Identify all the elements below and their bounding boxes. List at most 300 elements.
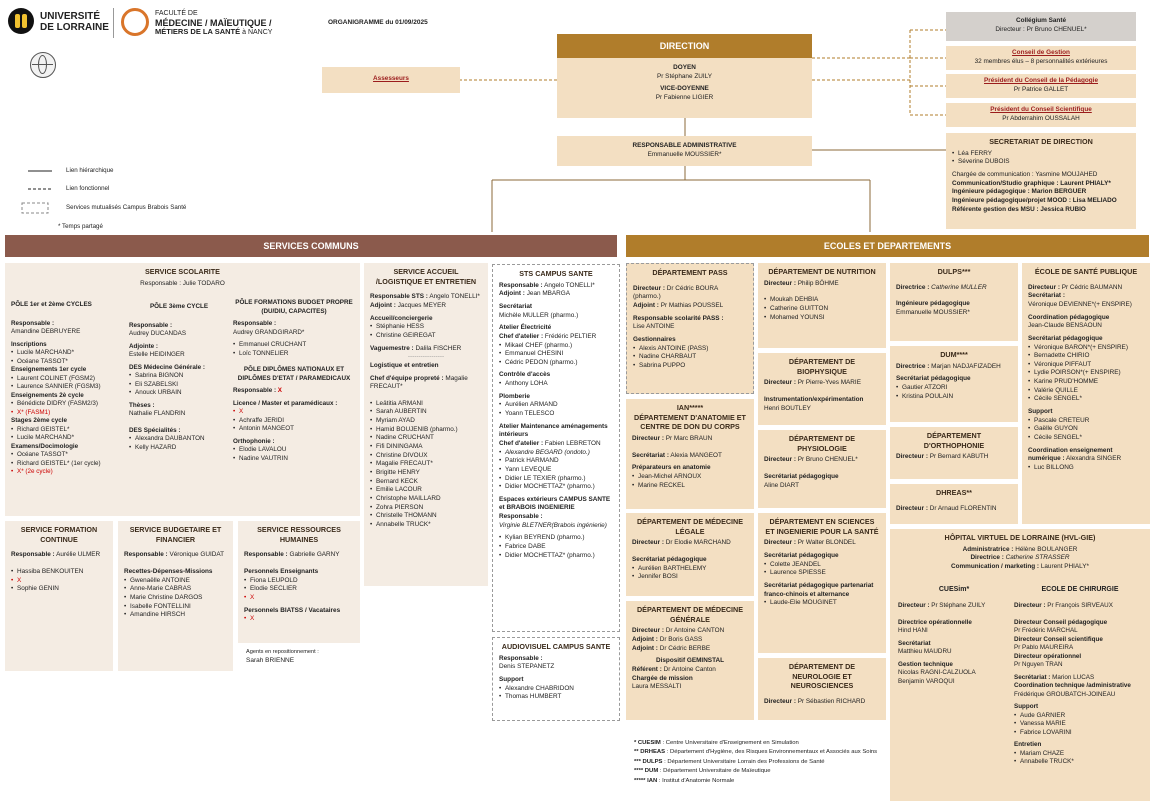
sts-maint-chef-name: Fabien LEBRETON (544, 439, 601, 447)
list-item: • Catherine GUITTON (764, 305, 880, 314)
list-item: • Gautier ATZORI (896, 384, 1012, 393)
list-item: • Christelle THOMANN (370, 512, 482, 521)
list-item: • Amandine HIRSCH (124, 611, 227, 620)
sts-title: STS CAMPUS SANTE (519, 269, 593, 278)
univ-name (40, 12, 110, 33)
doyen-name: Pr Stéphane ZUILY (657, 72, 712, 80)
list-item: • Sarah AUBERTIN (370, 408, 482, 417)
physio-secr-name: Aline DIART (764, 481, 800, 489)
audio-resp-name: Denis STEPANETZ (499, 663, 555, 671)
list-item: • Loïc TONNELIER (233, 350, 355, 359)
formation-resp-label: Responsable : (11, 551, 55, 559)
cuesim-op: Directrice opérationnelle (898, 618, 972, 626)
chir-coord: Coordination technique /administrative (1014, 682, 1131, 690)
sts-maint: Atelier Maintenance aménagements intérieurs (499, 422, 608, 439)
dum-box (890, 346, 1018, 422)
list-item: • Christophe MAILLARD (370, 495, 482, 504)
list-item: • Sabrina BIGNON (129, 372, 229, 381)
list-item: • Kelly HAZARD (129, 444, 229, 453)
pole1-resp-name: Amandine DEBRUYERE (11, 328, 81, 335)
footnote-value: : Institut d'Anatomie Normale (657, 777, 735, 784)
accueil-conc: Accueil/conciergerie (370, 314, 433, 322)
accueil-resp-label: Responsable STS : (370, 293, 428, 301)
pf-resp-label: Responsable : (233, 320, 277, 327)
list-item: • X (244, 594, 354, 603)
list-item: • Elodie LAVALOU (233, 446, 355, 455)
chir-sup: Support (1014, 703, 1039, 711)
formation-title: SERVICE FORMATION CONTINUE (20, 525, 98, 544)
list-item: • X (11, 577, 107, 586)
footnote-key: **** DUM (634, 768, 659, 775)
list-item: • X* (2e cycle) (11, 468, 121, 477)
footnote (634, 758, 884, 767)
list-item: • Sabrina PUPPO (633, 362, 747, 371)
neuro-dir-label: Directeur : (764, 698, 796, 706)
assesseurs-box[interactable] (322, 67, 460, 93)
list-item: Benjamin VAROQUI (898, 677, 955, 685)
vice-name: Pr Fabienne LIGIER (655, 93, 714, 101)
chir-op: Directeur opérationnel (1014, 652, 1082, 660)
chir-title: ECOLE DE CHIRURGIE (1041, 586, 1119, 593)
medgen-ref-label: Référent : (632, 666, 662, 673)
doyen-label: DOYEN (673, 64, 696, 71)
pass-adj-label: Adjoint : (633, 302, 659, 309)
esp-sup: Support (1028, 408, 1053, 416)
chir-secr-label: Secrétariat : (1014, 673, 1051, 681)
esp-num-name: Alexandra SINGER (1066, 455, 1122, 463)
accueil-adj-label: Adjoint : (370, 302, 396, 310)
accueil-chef-label: Chef d'équipe propreté : (370, 374, 444, 382)
sciinf-box (758, 513, 886, 653)
hvl-dir-label: Directrice : (970, 554, 1004, 562)
dum-dir-label: Directrice : (896, 362, 930, 370)
pass-dir-name: Dr Cédric BOURA (pharmo.) (633, 284, 718, 301)
medgen-adj1-label: Adjoint : (632, 636, 658, 644)
footnote-value: : Département Universitaire Lorrain des Professions de Santé (662, 758, 825, 765)
cuesim-dir-label: Directeur : (898, 602, 930, 610)
pd-resp-x: X (277, 387, 282, 394)
list-item: • Valérie QUILLE (1028, 387, 1144, 396)
pole3-adj-label: Adjointe : (129, 342, 159, 350)
sts-elec-chef-name: Frédéric PELTIER (544, 332, 597, 340)
rh-title: SERVICE RESSOURCES HUMAINES (257, 525, 341, 544)
esp-coord: Coordination pédagogique (1028, 313, 1110, 321)
ian-subtitle: DÉPARTEMENT D'ANATOMIE ET CENTRE DE DON DU CORPS (634, 412, 746, 432)
list-item: • Fifi DININGAMA (370, 443, 482, 452)
list-item: • Moukah DEHBIA (764, 296, 880, 305)
secr-line: Ingénieure pédagogique/projet MOOD : Lisa MELIADO (952, 196, 1117, 204)
nutri-dir-label: Directeur : (764, 279, 796, 287)
fac-line3b: à NANCY (242, 29, 273, 37)
neuro-title: DÉPARTEMENT DE NEUROLOGIE ET NEUROSCIENCES (788, 662, 856, 691)
accueil-box (364, 263, 488, 586)
esp-dir-label: Directeur : (1028, 283, 1060, 291)
sts-elec-chef: Chef d'atelier : (499, 332, 544, 340)
list-item: • Jean-Michel ARNOUX (632, 473, 748, 482)
medgen-adj2-name: Dr Cédric BERBE (659, 644, 711, 652)
list-item: • Fiona LEUPOLD (244, 577, 354, 586)
ortho-box (890, 427, 1018, 479)
list-item: • Fabrice DABE (499, 543, 613, 552)
list-item: • Marie Christine DARGOS (124, 594, 227, 603)
list-item: • Achraffe JERIDI (233, 417, 355, 426)
collegium-box (946, 12, 1136, 41)
dhreas-dir-name: Dr Arnaud FLORENTIN (929, 504, 997, 512)
budget-rdm: Recettes-Dépenses-Missions (124, 568, 213, 576)
dum-dir-name: Marjan NADJAFIZADEH (931, 362, 1001, 370)
dhreas-box (890, 484, 1018, 524)
pass-dir-label: Directeur : (633, 284, 665, 292)
secr-item: • Léa FERRY (952, 150, 1130, 159)
globe-icon[interactable] (30, 52, 56, 78)
rh-box (238, 521, 360, 643)
biophy-dir-name: Pr Pierre-Yves MARIE (797, 379, 861, 387)
list-item: • Eli SZABELSKI (129, 381, 229, 390)
ian-dir-name: Pr Marc BRAUN (665, 435, 713, 443)
esp-title: ÉCOLE DE SANTÉ PUBLIQUE (1034, 267, 1138, 276)
list-item: • Christine DIVOUX (370, 452, 482, 461)
ortho-dir-label: Directeur : (896, 453, 928, 461)
footnote (634, 739, 884, 748)
neuro-box (758, 658, 886, 720)
biophy-title: DÉPARTEMENT DE BIOPHYSIQUE (788, 357, 856, 376)
list-item: • Laurent COLINET (FGSM2) (11, 375, 121, 384)
pole3-theses: Thèses : (129, 401, 155, 409)
list-item: • Anthony LOHA (499, 380, 613, 389)
accueil-adj-name: Jacques MEYER (397, 302, 447, 310)
dum-title: DUM**** (940, 350, 968, 359)
list-item: • Alexis ANTOINE (PASS) (633, 345, 747, 354)
accueil-separator: ----------------- (407, 353, 445, 361)
footnote (634, 748, 884, 757)
ortho-title: DÉPARTEMENT D'ORTHOPHONIE (923, 431, 985, 450)
ian-dir-label: Directeur : (632, 435, 664, 443)
list-item: • Fabrice LOVARINI (1014, 729, 1146, 738)
pd-resp-label: Responsable : (233, 387, 277, 394)
sts-esp-resp-name: Virginie BLETNER(Brabois ingénierie) (499, 521, 607, 529)
pole-diplomes-title: PÔLE DIPLÔMES NATIONAUX ET DIPLÔMES D'ETAT / PARAMEDICAUX (237, 366, 351, 382)
list-item: • Colette JEANDEL (764, 561, 880, 570)
univ-line2: DE LORRAINE (40, 21, 109, 33)
conseil-sub: 32 membres élus – 8 personnalités extérieures (974, 57, 1108, 65)
list-item: • Emilie LACOUR (370, 486, 482, 495)
resp-admin-box (557, 136, 812, 166)
list-item: • Alexandra DAUBANTON (129, 435, 229, 444)
list-item: • Hassiba BENKOUITEN (11, 568, 107, 577)
list-item: • Lydie POIRSON*(+ ENSPIRE) (1028, 369, 1144, 378)
list-item: • Kristina POULAIN (896, 393, 1012, 402)
medgen-charg: Chargée de mission (632, 674, 693, 682)
sts-esp: Espaces extérieurs CAMPUS SANTE et BRABOIS INGENIERIE (499, 495, 611, 512)
dulps-title: DULPS*** (937, 267, 971, 276)
chir-cp-name: Pr Frédéric MARCHAL (1014, 627, 1078, 635)
neuro-dir-name: Pr Sébastien RICHARD (797, 698, 866, 706)
pole1-title: PÔLE 1er et 2ème CYCLES (11, 301, 92, 308)
sts-secr: Secrétariat (499, 303, 533, 310)
hvl-admin-label: Administratrice : (962, 545, 1014, 553)
list-item: • Luc BILLONG (1028, 464, 1144, 473)
hvl-title: HÔPITAL VIRTUEL DE LORRAINE (HVL-GIE) (944, 533, 1096, 542)
list-item: • Kylian BEYREND (pharmo.) (499, 534, 613, 543)
budget-title: SERVICE BUDGETAIRE ET FINANCIER (129, 525, 222, 544)
chir-op-name: Pr Nguyen TRAN (1014, 661, 1063, 669)
list-item: • Nadine VAUTRIN (233, 455, 355, 464)
sts-resp-label: Responsable : (499, 281, 543, 289)
esp-box (1022, 263, 1150, 524)
pole3-title: PÔLE 3ème CYCLE (149, 303, 209, 310)
list-item: • Yann LEVEQUE (499, 466, 613, 475)
sciinf-dir-label: Directeur : (764, 539, 796, 547)
page-title: ORGANIGRAMME du 01/09/2025 (328, 19, 428, 26)
list-item: • Vanessa MARIE (1014, 720, 1146, 729)
physio-title: DÉPARTEMENT DE PHYSIOLOGIE (788, 434, 856, 453)
list-item: • Alexandre BEGARD (ondoto.) (499, 449, 613, 458)
pass-resp-label: Responsable scolarité PASS : (633, 314, 724, 322)
sts-plomb: Plomberie (499, 392, 530, 400)
pole3-adj-name: Estelle HEIDINGER (129, 351, 185, 358)
list-item: • Karine PRUD'HOMME (1028, 378, 1144, 387)
esp-coord-name: Jean-Claude BENSAOUN (1028, 322, 1102, 330)
list-item: • Myriam AYAD (370, 417, 482, 426)
pole3-resp-name: Audrey DUCANDAS (129, 330, 187, 337)
ortho-dir-name: Pr Bernard KABUTH (929, 453, 989, 461)
list-item: • Elodie SECLIER (244, 585, 354, 594)
footnote-value: : Département Universitaire de Maïeutique (658, 768, 771, 775)
medleg-box (626, 513, 754, 596)
list-item: • Didier LE TEXIER (pharmo.) (499, 475, 613, 484)
list-item: • Didier MOCHETTAZ* (pharmo.) (499, 552, 613, 561)
cuesim-title: CUESim* (938, 586, 970, 593)
services-communs-header: SERVICES COMMUNS (5, 235, 617, 257)
dum-secr: Secrétariat pédagogique (896, 375, 971, 383)
pole1-exam: Examens/Docimologie (11, 442, 79, 450)
list-item: • Aurélien ARMAND (499, 401, 613, 410)
chir-coord-name: Frédérique GROUBATCH-JOINEAU (1014, 690, 1116, 698)
fac-line2: MÉDECINE / MAÏEUTIQUE / (155, 18, 272, 29)
dulps-dir-name: Catherine MULLER (931, 283, 987, 291)
sts-acc: Contrôle d'accès (499, 371, 551, 379)
cuesim-secr: Secrétariat (898, 639, 931, 647)
sts-adj-label: Adjoint : (499, 290, 525, 298)
secr-title: SECRETARIAT DE DIRECTION (989, 137, 1093, 146)
list-item: • Richard GEISTEL* (11, 426, 121, 435)
peda-name: Pr Patrice GALLET (1013, 85, 1069, 93)
chir-ent: Entretien (1014, 741, 1042, 749)
list-item: • Marine RECKEL (632, 482, 748, 491)
cuesim-op-name: Hind HANI (898, 627, 928, 635)
list-item: • Hamid BOUJENIB (pharmo.) (370, 426, 482, 435)
list-item: • Gwenaëlle ANTOINE (124, 577, 227, 586)
formation-resp-name: Aurélie ULMER (56, 551, 101, 559)
list-item: • Laude-Elie MOUGINET (764, 599, 880, 608)
list-item: • Didier MOCHETTAZ* (pharmo.) (499, 483, 613, 492)
medgen-dir-name: Dr Antoine CANTON (665, 627, 725, 635)
cuesim-dir-name: Pr Stéphane ZUILY (931, 602, 986, 610)
ecoles-header: ECOLES ET DEPARTEMENTS (626, 235, 1149, 257)
pole3-spe: DES Spécialités : (129, 426, 181, 434)
list-item: • Thomas HUMBERT (499, 693, 613, 702)
pass-box (626, 263, 754, 394)
list-item: • Aude GARNIER (1014, 712, 1146, 721)
audio-title: AUDIOVISUEL CAMPUS SANTE (501, 642, 611, 651)
list-item: • Alexandre CHABRIDON (499, 685, 613, 694)
chir-dir-label: Directeur : (1014, 602, 1046, 610)
resp-admin-name: Emmanuelle MOUSSIER* (647, 150, 722, 158)
medgen-disp: Dispositif GEMINSTAL (655, 657, 725, 665)
biophy-dir-label: Directeur : (764, 379, 796, 387)
ian-secr-label: Secrétariat : (632, 451, 669, 459)
budget-resp-label: Responsable : (124, 551, 168, 559)
esp-secr-name: Véronique DEVIENNE*(+ ENSPIRE) (1028, 301, 1132, 308)
pole-formations-title: PÔLE FORMATIONS BUDGET PROPRE (DU/DIU, CAPACITES) (235, 299, 353, 315)
medgen-title: DÉPARTEMENT DE MÉDECINE GÉNÉRALE (636, 605, 744, 624)
dhreas-title: DHREAS** (936, 488, 972, 497)
collegium-title: Collégium Santé (1015, 17, 1067, 24)
list-item: • X* (FASM1) (11, 409, 121, 418)
accueil-log: Logistique et entretien (370, 361, 439, 369)
footnotes (634, 739, 884, 786)
list-item: • Antonin MANGEOT (233, 425, 355, 434)
sci-box[interactable] (946, 103, 1136, 127)
medgen-dir-label: Directeur : (632, 627, 664, 635)
biophy-inst-name: Henri BOUTLEY (764, 404, 811, 412)
pole1-inscriptions: Inscriptions (11, 340, 47, 348)
sts-adj-name: Jean MBARGA (526, 290, 571, 298)
sciinf-title: DÉPARTEMENT EN SCIENCES ET INGENIERIE POUR LA SANTÉ (765, 517, 879, 536)
dulps-box (890, 263, 1018, 341)
accueil-chef-name: Magalie FRECAUT* (370, 374, 468, 391)
rh-biatss: Personnels BIATSS / Vacataires (244, 606, 341, 614)
footnote-value: : Département d'Hygiène, des Risques Environnementaux et Associés aux Soins (665, 749, 878, 756)
list-item: • Emmanuel CRUCHANT (233, 341, 355, 350)
sciinf-secr: Secrétariat pédagogique (764, 552, 839, 560)
footnote (634, 777, 884, 786)
list-item: • Emmanuel CHESINI (499, 350, 613, 359)
chir-cs: Directeur Conseil scientifique (1014, 635, 1103, 643)
pole1-ens2: Enseignements 2è cycle (11, 391, 84, 399)
sts-maint-chef: Chef d'atelier : (499, 439, 544, 447)
rh-resp-label: Responsable : (244, 551, 288, 559)
collegium-dir: Directeur : Pr Bruno CHENUEL* (995, 25, 1087, 33)
audio-sup: Support (499, 676, 524, 683)
conseil-link[interactable]: Conseil de Gestion (1012, 49, 1070, 56)
fac-line1: FACULTÉ DE (155, 10, 198, 17)
biophy-box (758, 353, 886, 425)
chir-cs-name: Pr Pablo MAUREIRA (1014, 644, 1074, 652)
direction-box (557, 58, 812, 118)
pole3-theses-name: Nathalie FLANDRIN (129, 410, 186, 417)
sci-link[interactable]: Président du Conseil Scientifique (990, 106, 1092, 113)
pass-gest: Gestionnaires (633, 335, 676, 343)
list-item: • Magalie FRECAUT* (370, 460, 482, 469)
hvl-comm-label: Communication / marketing : (950, 563, 1040, 570)
univ-line1: UNIVERSITÉ (40, 11, 101, 22)
budget-box (118, 521, 233, 671)
list-item: • Lucile MARCHAND* (11, 349, 121, 358)
ian-box (626, 399, 754, 509)
peda-link[interactable]: Président du Conseil de la Pédagogie (984, 77, 1098, 84)
faculty-name (155, 10, 305, 37)
medleg-title: DÉPARTEMENT DE MÉDECINE LÉGALE (636, 517, 744, 536)
list-item: • Richard GEISTEL* (1er cycle) (11, 460, 121, 469)
list-item: • Nadine CHARBAUT (633, 353, 747, 362)
list-item: • Zohra PIERSON (370, 504, 482, 513)
list-item: • Patrick HARMAND (499, 457, 613, 466)
list-item: • Mohamed YOUNSI (764, 314, 880, 323)
univ-logo-icon (8, 8, 34, 34)
pass-resp-name: Lise ANTOINE (633, 323, 675, 331)
cuesim-secr-name: Matthieu MAUDRU (898, 648, 952, 656)
rh-agents (246, 648, 319, 666)
medgen-adj1-name: Dr Boris GASS (659, 636, 703, 644)
ian-secr-name: Alexia MANGEOT (670, 451, 722, 459)
accueil-vag-name: Dalila FISCHER (415, 344, 462, 352)
list-item: • Annabelle TRUCK* (370, 521, 482, 530)
list-item: • Jennifer BOSI (632, 573, 748, 582)
list-item: • Annabelle TRUCK* (1014, 758, 1146, 767)
pole3-resp-label: Responsable : (129, 321, 173, 329)
list-item: Nicolas RAGNI-CALZUOLA (898, 669, 976, 677)
accueil-resp-name: Angelo TONELLI* (429, 293, 480, 301)
vice-label: VICE-DOYENNE (660, 85, 709, 93)
conseil-box[interactable] (946, 46, 1136, 70)
audio-resp-label: Responsable : (499, 654, 543, 662)
legend-func: Lien fonctionnel (66, 185, 110, 192)
list-item: • Anouck URBAIN (129, 389, 229, 398)
esp-secr: Secrétariat : (1028, 292, 1065, 300)
list-item: • Anne-Marie CABRAS (124, 585, 227, 594)
medgen-charg-name: Laura MESSALTI (632, 683, 682, 691)
cuesim-gest: Gestion technique (898, 660, 953, 668)
pd-ortho: Orthophonie : (233, 437, 275, 445)
pole3-des: DES Médecine Générale : (129, 363, 205, 371)
list-item: • Océane TASSOT* (11, 451, 121, 460)
peda-box[interactable] (946, 74, 1136, 98)
chir-secr-name: Marion LUCAS (1052, 673, 1095, 681)
pass-title: DÉPARTEMENT PASS (652, 268, 728, 277)
sts-secr-name: Michèle MULLER (pharmo.) (499, 311, 579, 319)
esp-dir-name: Pr Cédric BAUMANN (1061, 283, 1123, 291)
sciinf-secr2: Secrétariat pédagogique partenariat franco-chinois et alternance (764, 582, 874, 598)
footnote-key: * CUESIM (634, 740, 661, 746)
list-item: • Mariam CHAZE (1014, 750, 1146, 759)
list-item: • Stéphanie HESS (370, 323, 482, 332)
assesseurs-link[interactable]: Assesseurs (373, 75, 409, 82)
medleg-dir-name: Dr Elodie MARCHAND (665, 539, 731, 547)
rh-ens: Personnels Enseignants (244, 568, 319, 576)
legend-partiel: * Temps partagé (58, 223, 103, 230)
list-item: • Gaëlle GUYON (1028, 425, 1144, 434)
list-item: • Véronique PIFFAUT (1028, 361, 1144, 370)
list-item: • Véronique BARON*(+ ENSPIRE) (1028, 344, 1144, 353)
biophy-inst: Instrumentation/expérimentation (764, 396, 864, 404)
secr-item: • Séverine DUBOIS (952, 158, 1130, 167)
faculty-logo-icon (121, 8, 149, 36)
secr-line: Chargée de communication : Yasmine MOUJAHED (952, 171, 1098, 178)
list-item: • Sophie GENIN (11, 585, 107, 594)
nutri-title: DÉPARTEMENT DE NUTRITION (768, 267, 876, 276)
legend-hier: Lien hiérarchique (66, 167, 114, 174)
medleg-dir-label: Directeur : (632, 539, 664, 547)
medgen-box (626, 601, 754, 720)
list-item: • Bernadette CHIRIO (1028, 352, 1144, 361)
footnote (634, 767, 884, 776)
legend-mut: Services mutualisés Campus Brabois Santé (66, 204, 187, 211)
list-item: • Océane TASSOT* (11, 358, 121, 367)
footnote-key: ***** IAN (634, 777, 658, 784)
esp-num-label: Coordination enseignement numérique : (1028, 446, 1113, 463)
list-item: • X (233, 408, 355, 417)
